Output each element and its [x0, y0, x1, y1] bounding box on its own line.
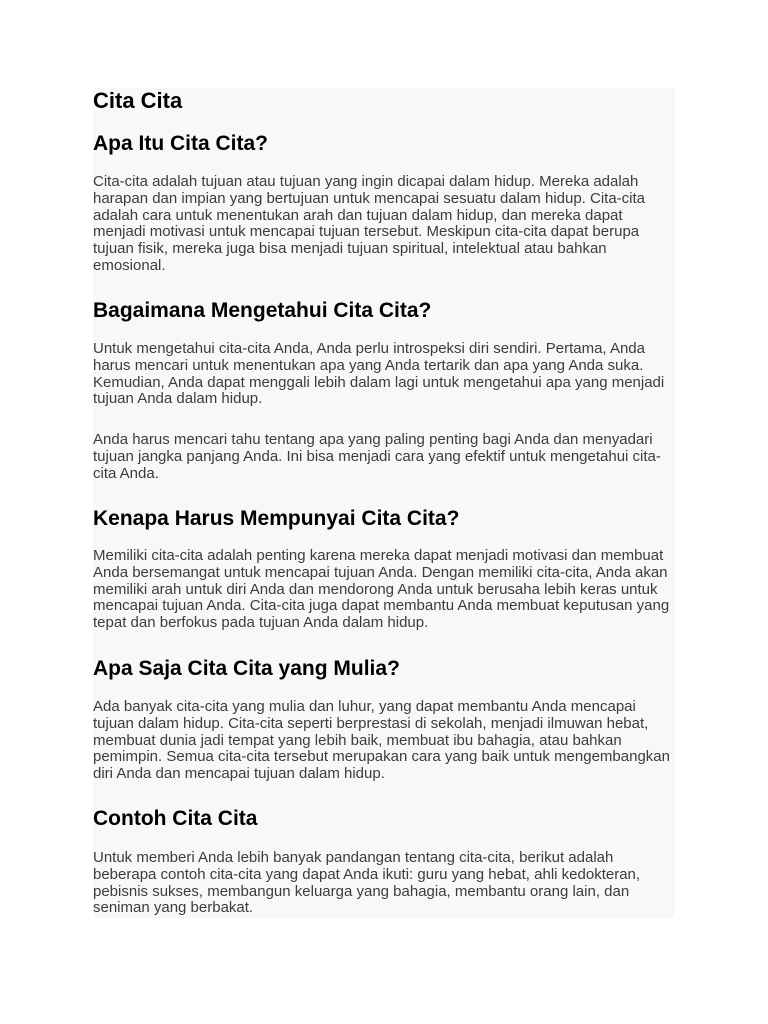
section-paragraph: Cita-cita adalah tujuan atau tujuan yang ingin dicapai dalam hidup. Mereka adalah harapan dan impian yang bertujuan untuk mencapai sesuatu dalam hidup. Cita-cita adalah cara untuk menentukan arah dan tujuan dalam hidup, dan mereka dapat menjadi motivasi untuk mencapai tujuan tersebut. Meskipun cita-cita dapat berupa tujuan fisik, mereka juga bisa menjadi tujuan spiritual, intelektual atau bahkan emosional.	[93, 173, 646, 274]
section-heading-contoh: Contoh Cita Cita	[93, 807, 258, 830]
section-heading-bagaimana: Bagaimana Mengetahui Cita Cita?	[93, 299, 432, 322]
section-paragraph: Untuk mengetahui cita-cita Anda, Anda perlu introspeksi diri sendiri. Pertama, Anda harus mencari untuk menentukan apa yang Anda tertarik dan apa yang Anda suka. Kemudian, Anda dapat menggali lebih dalam lagi untuk mengetahui apa yang menjadi tujuan Anda dalam hidup.	[93, 340, 665, 408]
section-paragraph: Ada banyak cita-cita yang mulia dan luhur, yang dapat membantu Anda mencapai tujuan dalam hidup. Cita-cita seperti berprestasi di sekolah, menjadi ilmuwan hebat, membuat dunia jadi tempat yang lebih baik, membuat ibu bahagia, atau bahkan pemimpin. Semua cita-cita tersebut merupakan cara yang baik untuk mengembangkan diri Anda dan mencapai tujuan dalam hidup.	[93, 698, 670, 783]
section-heading-apa-itu: Apa Itu Cita Cita?	[93, 132, 269, 155]
section-paragraph: Anda harus mencari tahu tentang apa yang paling penting bagi Anda dan menyadari tujuan jangka panjang Anda. Ini bisa menjadi cara yang efektif untuk mengetahui cita-cita Anda.	[93, 431, 661, 482]
section-paragraph: Memiliki cita-cita adalah penting karena mereka dapat menjadi motivasi dan membuat Anda bersemangat untuk mencapai tujuan Anda. Dengan memiliki cita-cita, Anda akan memiliki arah untuk diri Anda dan mendorong Anda untuk berusaha lebih keras untuk mencapai tujuan Anda. Cita-cita juga dapat membantu Anda membuat keputusan yang tepat dan berfokus pada tujuan Anda dalam hidup.	[93, 547, 670, 632]
document-title: Cita Cita	[93, 88, 183, 113]
section-heading-kenapa: Kenapa Harus Mempunyai Cita Cita?	[93, 507, 460, 530]
section-paragraph: Untuk memberi Anda lebih banyak pandangan tentang cita-cita, berikut adalah beberapa contoh cita-cita yang dapat Anda ikuti: guru yang hebat, ahli kedokteran, pebisnis sukses, membangun keluarga yang bahagia, membantu orang lain, dan seniman yang berbakat.	[93, 849, 641, 917]
section-heading-apa-saja: Apa Saja Cita Cita yang Mulia?	[93, 657, 400, 680]
document-content	[93, 88, 675, 918]
